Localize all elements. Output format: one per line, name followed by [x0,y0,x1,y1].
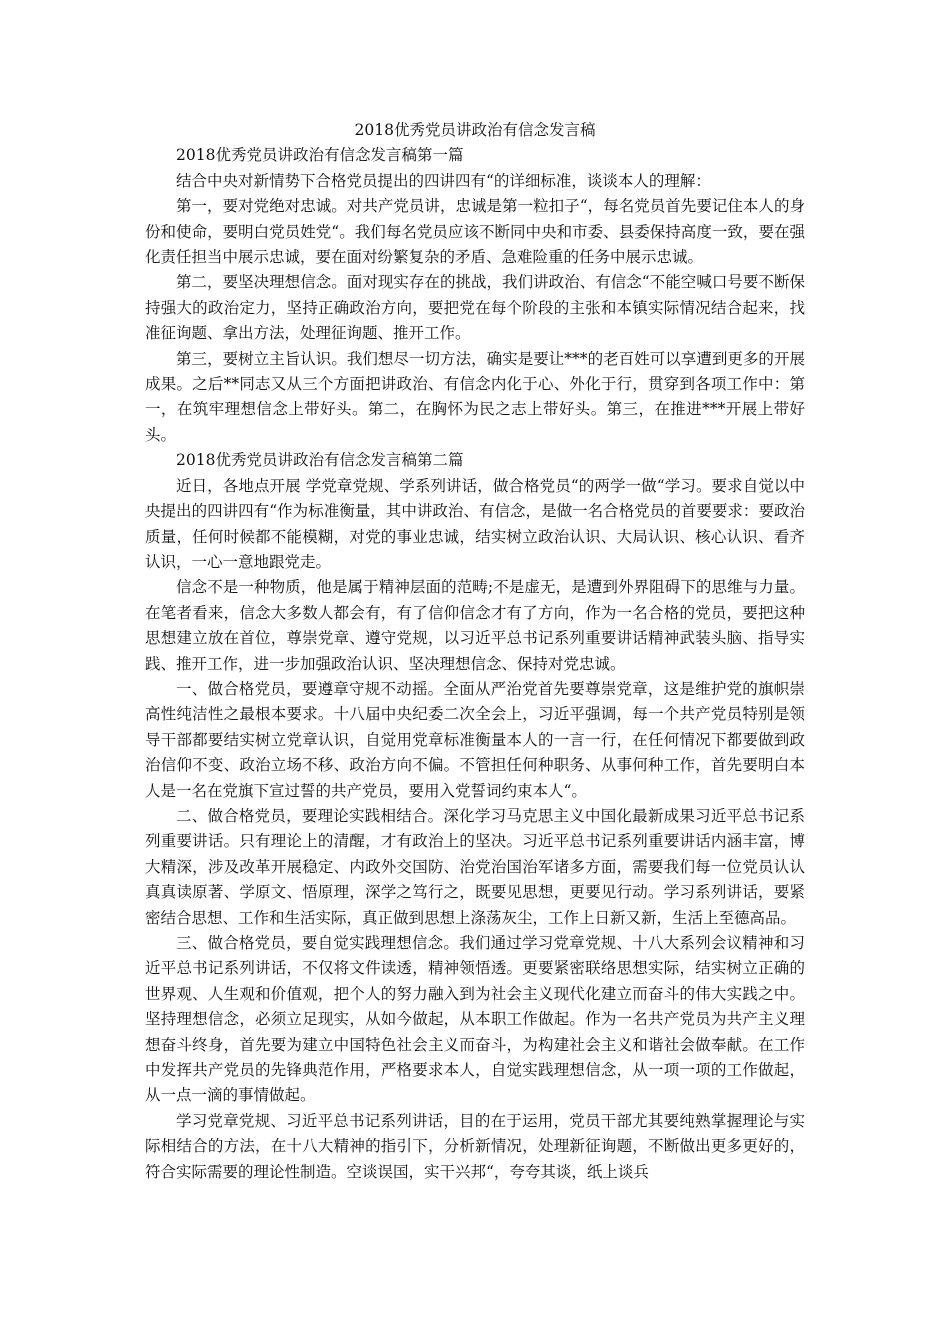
paragraph: 第三，要树立主旨认识。我们想尽一切方法，确实是要让***的老百姓可以享遭到更多的开展成果。之后**同志又从三个方面把讲政治、有信念内化于心、外化于行，贯穿到各项工作中：第一，在筑牢理想信念上带好头。第二，在胸怀为民之志上带好头。第三，在推进***开展上带好头。 [145,349,805,444]
paragraph: 学习党章党规、习近平总书记系列讲话，目的在于运用，党员干部尤其要纯熟掌握理论与实际相结合的方法，在十八大精神的指引下，分析新情况，处理新征询题，不断做出更多更好的，符合实际需要的理论性制造。空谈误国，实干兴邦“，夸夸其谈，纸上谈兵 [145,1111,805,1181]
document-page [145,118,805,1185]
section-heading-2: 2018优秀党员讲政治有信念发言稿第二篇 [176,451,464,470]
section-heading-1: 2018优秀党员讲政治有信念发言稿第一篇 [176,146,464,165]
paragraph: 一、做合格党员，要遵章守规不动摇。全面从严治党首先要尊崇党章，这是维护党的旗帜崇高性纯洁性之最根本要求。十八届中央纪委二次全会上，习近平强调，每一个共产党员特别是领导干部都要结实树立党章认识，自觉用党章标准衡量本人的一言一行，在任何情况下都要做到政治信仰不变、政治立场不移、政治方向不偏。不管担任何种职务、从事何种工作，首先要明白本人是一名在党旗下宣过誓的共产党员，要用入党誓词约束本人“。 [145,679,805,800]
paragraph: 结合中央对新情势下合格党员提出的四讲四有“的详细标准，谈谈本人的理解： [176,171,711,190]
paragraph: 信念不是一种物质，他是属于精神层面的范畴;不是虚无，是遭到外界阻碍下的思维与力量。在笔者看来，信念大多数人都会有，有了信仰信念才有了方向，作为一名合格的党员，要把这种思想建立放在首位，尊崇党章、遵守党规，以习近平总书记系列重要讲话精神武装头脑、指导实践、推开工作，进一步加强政治认识、坚决理想信念、保持对党忠诚。 [145,578,805,673]
paragraph: 第一，要对党绝对忠诚。对共产党员讲，忠诚是第一粒扣子“，每名党员首先要记住本人的身份和使命，要明白党员姓党“。我们每名党员应该不断同中央和市委、县委保持高度一致，要在强化责任担当中展示忠诚，要在面对纷繁复杂的矛盾、急难险重的任务中展示忠诚。 [145,197,805,267]
paragraph: 三、做合格党员，要自觉实践理想信念。我们通过学习党章党规、十八大系列会议精神和习近平总书记系列讲话，不仅将文件读透，精神领悟透。更要紧密联络思想实际，结实树立正确的世界观、人生观和价值观，把个人的努力融入到为社会主义现代化建立而奋斗的伟大实践之中。坚持理想信念，必须立足现实，从如今做起，从本职工作做起。作为一名共产党员为共产主义理想奋斗终身，首先要为建立中国特色社会主义而奋斗，为构建社会主义和谐社会做奉献。在工作中发挥共产党员的先锋典范作用，严格要求本人，自觉实践理想信念，从一项一项的工作做起，从一点一滴的事情做起。 [145,934,805,1105]
document-title: 2018优秀党员讲政治有信念发言稿 [354,121,596,139]
paragraph: 二、做合格党员，要理论实践相结合。深化学习马克思主义中国化最新成果习近平总书记系列重要讲话。只有理论上的清醒，才有政治上的坚决。习近平总书记系列重要讲话内涵丰富，博大精深，涉及改革开展稳定、内政外交国防、治党治国治军诸多方面，需要我们每一位党员认认真真读原著、学原文、悟原理，深学之笃行之，既要见思想，更要见行动。学习系列讲话，要紧密结合思想、工作和生活实际，真正做到思想上涤荡灰尘，工作上日新又新，生活上至德高品。 [145,806,805,927]
paragraph: 近日，各地点开展 学党章党规、学系列讲话，做合格党员“的两学一做“学习。要求自觉以中央提出的四讲四有“作为标准衡量，其中讲政治、有信念，是做一名合格党员的首要要求：要政治质量，任何时候都不能模糊，对党的事业忠诚，结实树立政治认识、大局认识、核心认识、看齐认识，一心一意地跟党走。 [145,476,805,571]
paragraph: 第二，要坚决理想信念。面对现实存在的挑战，我们讲政治、有信念“不能空喊口号要不断保持强大的政治定力，坚持正确政治方向，要把党在每个阶段的主张和本镇实际情况结合起来，找准征询题、拿出方法，处理征询题、推开工作。 [145,273,805,343]
